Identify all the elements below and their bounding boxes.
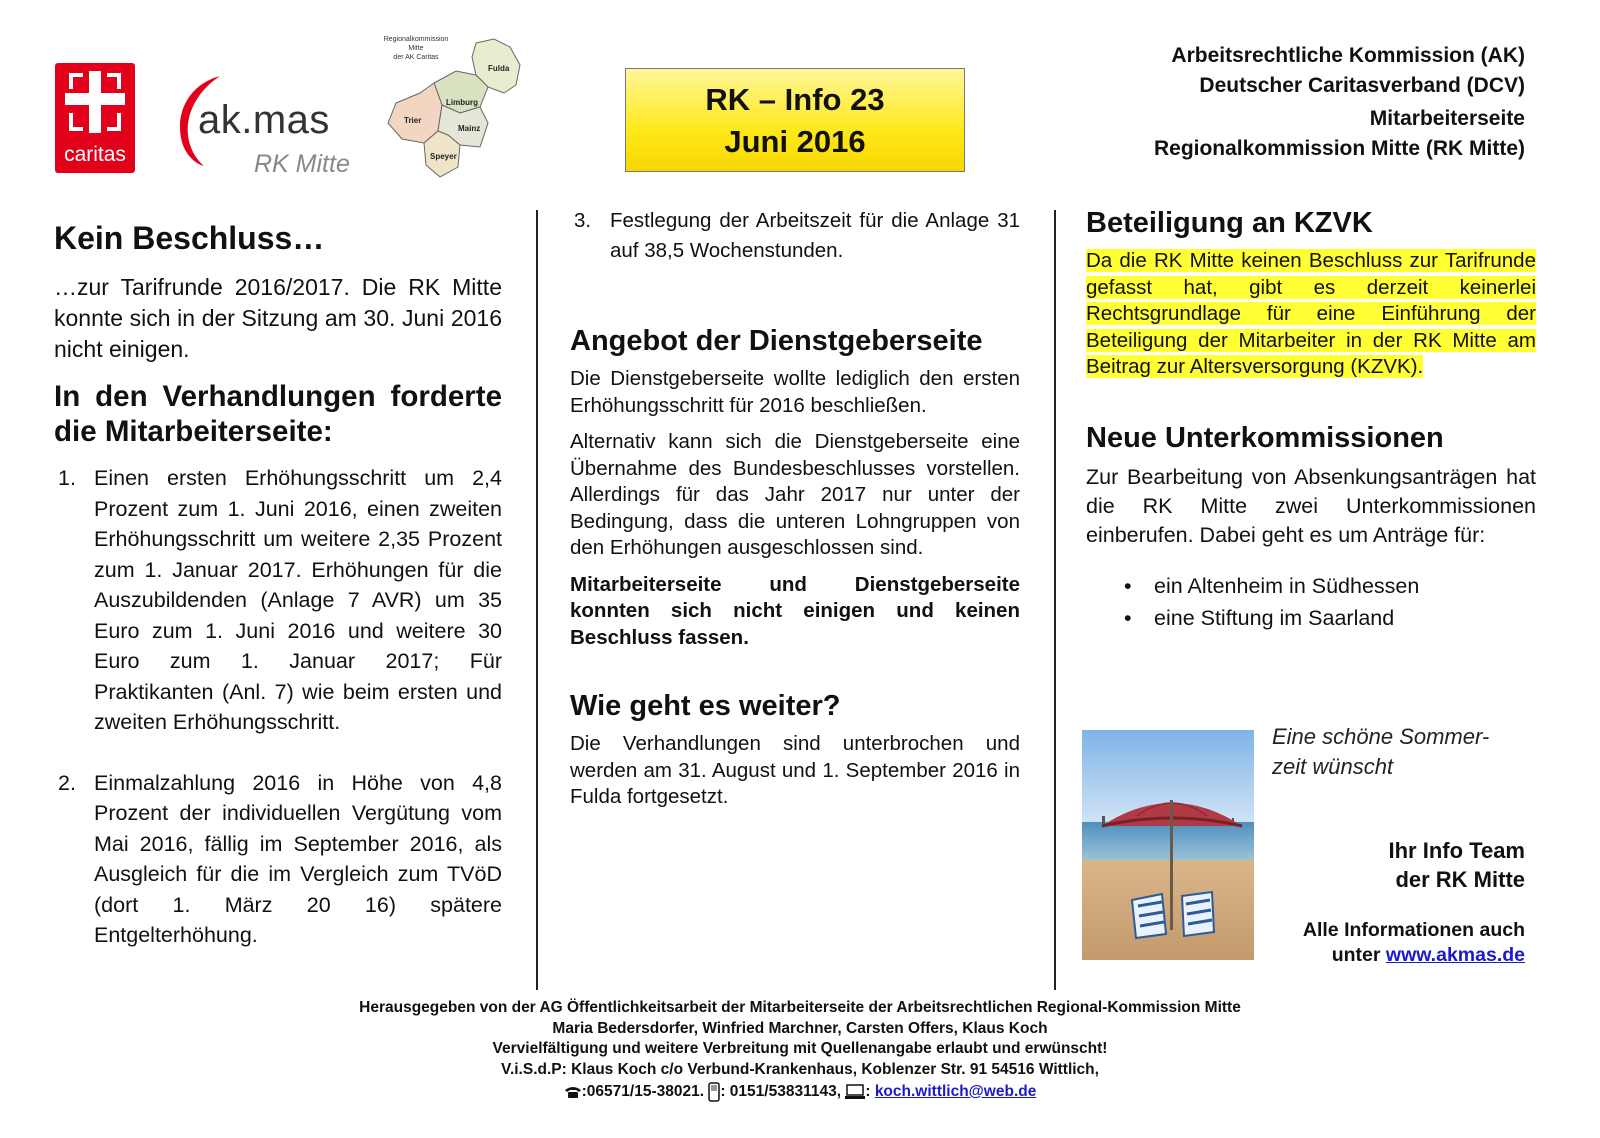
next-steps-paragraph: Die Verhandlungen sind unterbrochen und werden am 31. August und 1. September 2016 in Fulda fortgesetzt.: [570, 732, 1020, 808]
akmas-logo: [168, 70, 368, 180]
map-label-mainz: Mainz: [458, 124, 481, 133]
title-line-2: Juni 2016: [724, 124, 866, 159]
footer-authors: Maria Bedersdorfer, Winfried Marchner, Carsten Offers, Klaus Koch: [552, 1019, 1048, 1037]
akmas-wordmark: ak.mas: [198, 98, 330, 142]
beach-umbrella-image: [1082, 730, 1254, 960]
offer-result: Mitarbeiterseite und Dienstgeberseite konnten sich nicht einigen und keinen Beschluss fassen.: [570, 572, 1020, 649]
kzvk-highlighted-text: Da die RK Mitte keinen Beschluss zur Tarifrunde gefasst hat, gibt es derzeit keinerlei Rechtsgrundlage für eine Einführung der Beteiligung der Mitarbeiter in der RK Mitte am Beitrag zur Altersversorgung (KZVK).: [1086, 249, 1536, 378]
title-box: [625, 68, 965, 172]
title-line-1: RK – Info 23: [705, 82, 885, 117]
beach-photo: [1082, 730, 1254, 960]
heading-next-steps: Wie geht es weiter?: [570, 690, 841, 722]
org-line-3: Mitarbeiterseite: [1369, 107, 1525, 130]
offer-paragraph-2: Alternativ kann sich die Dienstgeberseite eine Übernahme des Bundesbeschlusses vorstellen. Allerdings für das Jahr 2017 nur unter der Bedingung, dass die unteren Lohngruppen von den Erhöhungen ausgeschlossen sind.: [570, 430, 1020, 559]
column-left: [54, 218, 502, 951]
column-right: [1086, 206, 1536, 634]
map-label-speyer: Speyer: [430, 152, 457, 161]
phone-icon: [564, 1085, 582, 1099]
region-map: [376, 35, 546, 185]
footer-copyright: Vervielfältigung und weitere Verbreitung mit Quellenangabe erlaubt und erwünscht!: [492, 1040, 1108, 1057]
list-item-text: Einmalzahlung 2016 in Höhe von 4,8 Prozent der individuellen Vergütung vom Mai 2016, fällig im September 2016, als Ausgleich für die im Vergleich zum TVöD (dort 1. März 20 16) spätere Entgelterhöhung.: [94, 770, 502, 947]
map-label-fulda: Fulda: [488, 64, 510, 73]
info-team-signature: Ihr Info Team der RK Mitte: [1388, 838, 1525, 892]
bullet-icon: •: [1124, 605, 1132, 630]
summer-greeting: Eine schöne Sommer- zeit wünscht: [1272, 724, 1490, 779]
list-item: • ein Altenheim in Südhessen: [1086, 570, 1536, 602]
caritas-logo: [55, 63, 135, 173]
website-link[interactable]: www.akmas.de: [1385, 944, 1525, 966]
footer: [0, 998, 1600, 1103]
mobile-phone-icon: [708, 1082, 720, 1102]
list-item-text: Festlegung der Arbeitszeit für die Anlage 31 auf 38,5 Wochenstunden.: [610, 209, 1020, 262]
org-line-2: Deutscher Caritasverband (DCV): [1199, 74, 1525, 97]
column-divider-right: [1054, 210, 1056, 990]
demands-list: [54, 463, 502, 951]
heading-kzvk: Beteiligung an KZVK: [1086, 207, 1373, 239]
akmas-subtitle: RK Mitte: [254, 150, 350, 178]
list-item: 3. Festlegung der Arbeitszeit für die Anlage 31 auf 38,5 Wochenstunden.: [574, 209, 1020, 262]
bullet-icon: •: [1124, 573, 1132, 598]
more-info: Alle Informationen auch unter www.akmas.de: [1302, 919, 1525, 966]
footer-publisher: Herausgegeben von der AG Öffentlichkeitsarbeit der Mitarbeiterseite der Arbeitsrechtlichen Regional-Kommission Mitte: [359, 999, 1241, 1016]
offer-paragraph-1: Die Dienstgeberseite wollte lediglich den ersten Erhöhungsschritt für 2016 beschließen.: [570, 367, 1020, 417]
heading-subcommissions: Neue Unterkommissionen: [1086, 421, 1444, 454]
organization-block: [1005, 41, 1525, 164]
list-item: • eine Stiftung im Saarland: [1086, 602, 1536, 634]
column-middle: [570, 206, 1020, 811]
email-link[interactable]: koch.wittlich@web.de: [874, 1083, 1037, 1101]
column-divider-left: [536, 210, 538, 990]
list-item: 1. Einen ersten Erhöhungsschritt um 2,4 Prozent zum 1. Juni 2016, einen zweiten Erhöhungsschritt um weitere 2,35 Prozent zum 1. Januar 2017. Erhöhungen für die Auszubildenden (Anlage 7 AVR) um 35 Euro zum 1. Juni 2016 und weitere 30 Euro zum 1. Januar 2017; Für Praktikanten (Anl. 7) wie beim ersten und zweiten Erhöhungsschritt.: [58, 466, 502, 734]
map-title: Regionalkommission Mitte der AK Caritas: [383, 36, 449, 61]
subcommissions-list: [1086, 570, 1536, 634]
caritas-cross-icon: [63, 69, 127, 135]
intro-paragraph: …zur Tarifrunde 2016/2017. Die RK Mitte konnte sich in der Sitzung am 30. Juni 2016 nicht einigen.: [54, 274, 502, 362]
org-line-4: Regionalkommission Mitte (RK Mitte): [1153, 137, 1525, 160]
demands-list-continued: [570, 206, 1020, 266]
heading-kein-beschluss: Kein Beschluss…: [54, 220, 325, 256]
map-label-limburg: Limburg: [446, 98, 478, 107]
list-item-text: Einen ersten Erhöhungsschritt um 2,4 Prozent zum 1. Juni 2016, einen zweiten Erhöhungsschritt um weitere 2,35 Prozent zum 1. Januar 2017. Erhöhungen für die Auszubildenden (Anlage 7 AVR) um 35 Euro zum 1. Juni 2016 und weitere 30 Euro zum 1. Januar 2017; Für Praktikanten (Anl. 7) wie beim ersten und zweiten Erhöhungsschritt.: [94, 466, 502, 734]
computer-icon: [845, 1084, 865, 1100]
heading-offer: Angebot der Dienstgeberseite: [570, 325, 983, 357]
caritas-wordmark: caritas: [64, 143, 126, 166]
footer-contact: :06571/15-38021. : 0151/53831143, : koch.wittlich@web.de: [0, 1082, 1600, 1103]
list-item: 2. Einmalzahlung 2016 in Höhe von 4,8 Prozent der individuellen Vergütung vom Mai 2016, fällig im September 2016, als Ausgleich für die im Vergleich zum TVöD (dort 1. März 20 16) spätere Entgelterhöhung.: [58, 770, 502, 947]
map-label-trier: Trier: [404, 116, 422, 125]
footer-legal: V.i.S.d.P: Klaus Koch c/o Verbund-Krankenhaus, Koblenzer Str. 91 54516 Wittlich,: [501, 1060, 1099, 1078]
subcommissions-paragraph: Zur Bearbeitung von Absenkungsanträgen hat die RK Mitte zwei Unterkommissionen einberufen. Dabei geht es um Anträge für:: [1086, 464, 1536, 547]
heading-demands: In den Verhandlungen forderte die Mitarbeiterseite:: [54, 380, 502, 448]
org-line-1: Arbeitsrechtliche Kommission (AK): [1171, 44, 1525, 67]
